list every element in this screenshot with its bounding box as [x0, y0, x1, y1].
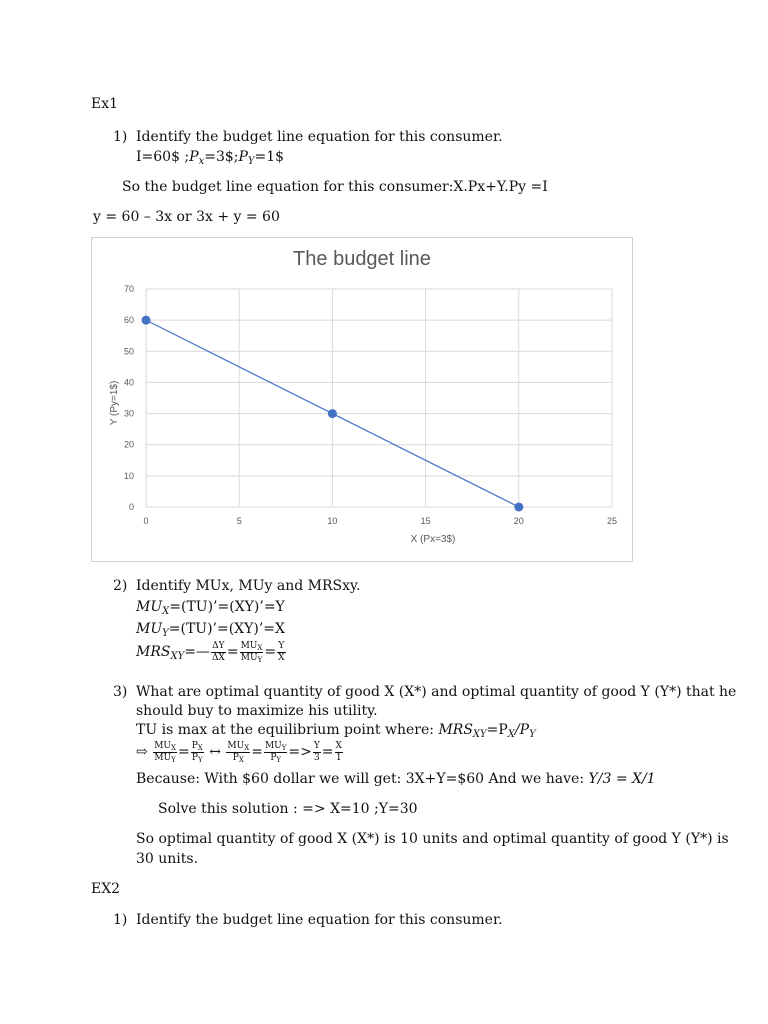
x-tick-label: 25	[606, 516, 618, 526]
because-text: Because: With $60 dollar we will get: 3X+Y=$60 And we have: Y/3 = X/1	[136, 771, 656, 787]
tu-condition: TU is max at the equilibrium point where: $MRS_{XY}=P_X/P_Y$	[136, 722, 536, 740]
x-tick-label: 15	[420, 516, 431, 526]
conclusion-line2: 30 units.	[136, 851, 199, 867]
budget-line-chart	[91, 237, 633, 562]
ex2-heading: EX2	[91, 881, 121, 897]
q3-number: 3)	[113, 684, 128, 700]
q2-text: Identify MUx, MUy and MRSxy.	[136, 578, 361, 594]
data-point	[514, 503, 523, 512]
equilibrium-derivation: ⇨ $\frac{MU_X}{MU_Y}$ = $\frac{P_X}{P_Y}$ ↔ $\frac{MU_X}{P_X}$ = $\frac{MU_Y}{P_Y}$ => $\frac{Y}{3}$ = $\frac{X}{1}$	[136, 740, 342, 764]
ex2-q1-text: Identify the budget line equation for this consumer.	[136, 912, 503, 928]
ex2-q1-number: 1)	[113, 912, 128, 928]
chart-title: The budget line	[293, 248, 431, 270]
q3-text-line1: What are optimal quantity of good X (X*) and optimal quantity of good Y (Y*) that he	[136, 684, 737, 700]
solve-text: Solve this solution : => X=10 ;Y=30	[158, 801, 418, 817]
x-tick-label: 20	[513, 516, 524, 526]
y-tick-label: 50	[123, 346, 134, 357]
chart-plot	[92, 238, 632, 561]
mrs-equation: $MRS_{XY}=—$ $\frac{\Delta Y}{\Delta X}$ = $\frac{MU_X}{MU_Y}$ = $\frac{Y}{X}$	[136, 640, 285, 664]
q1-number: 1)	[113, 129, 128, 145]
y-tick-label: 20	[123, 439, 134, 450]
y-axis-title: Y (Py=1$)	[109, 380, 120, 426]
y-tick-label: 60	[123, 315, 134, 326]
y-tick-label: 10	[123, 470, 134, 481]
y-tick-label: 0	[128, 502, 134, 512]
q1-given: I=60$ $;P_x=3\$;P_Y=1\$$	[136, 149, 285, 167]
x-tick-label: 10	[327, 516, 338, 526]
budget-equation: y = 60 – 3x or 3x + y = 60	[93, 209, 280, 225]
q3-text-line2: should buy to maximize his utility.	[136, 703, 378, 719]
mux-equation: $MU_X=(TU)’=(XY)’=Y$	[136, 599, 285, 617]
y-tick-label: 30	[123, 408, 134, 419]
data-point	[142, 316, 151, 325]
ex1-heading: Ex1	[91, 96, 119, 112]
y-tick-label: 40	[123, 377, 134, 388]
q2-number: 2)	[113, 578, 128, 594]
conclusion-line1: So optimal quantity of good X (X*) is 10 units and optimal quantity of good Y (Y*) is	[136, 831, 729, 847]
x-tick-label: 5	[236, 516, 242, 526]
q1-text: Identify the budget line equation for this consumer.	[136, 129, 503, 145]
data-point	[328, 409, 337, 418]
x-tick-label: 0	[143, 516, 149, 526]
q1-so-text: So the budget line equation for this consumer:X.Px+Y.Py =I	[122, 179, 548, 195]
x-axis-title: X (Px=3$)	[410, 534, 456, 545]
muy-equation: $MU_Y=(TU)’=(XY)’=X$	[136, 621, 286, 639]
y-tick-label: 70	[123, 284, 134, 294]
